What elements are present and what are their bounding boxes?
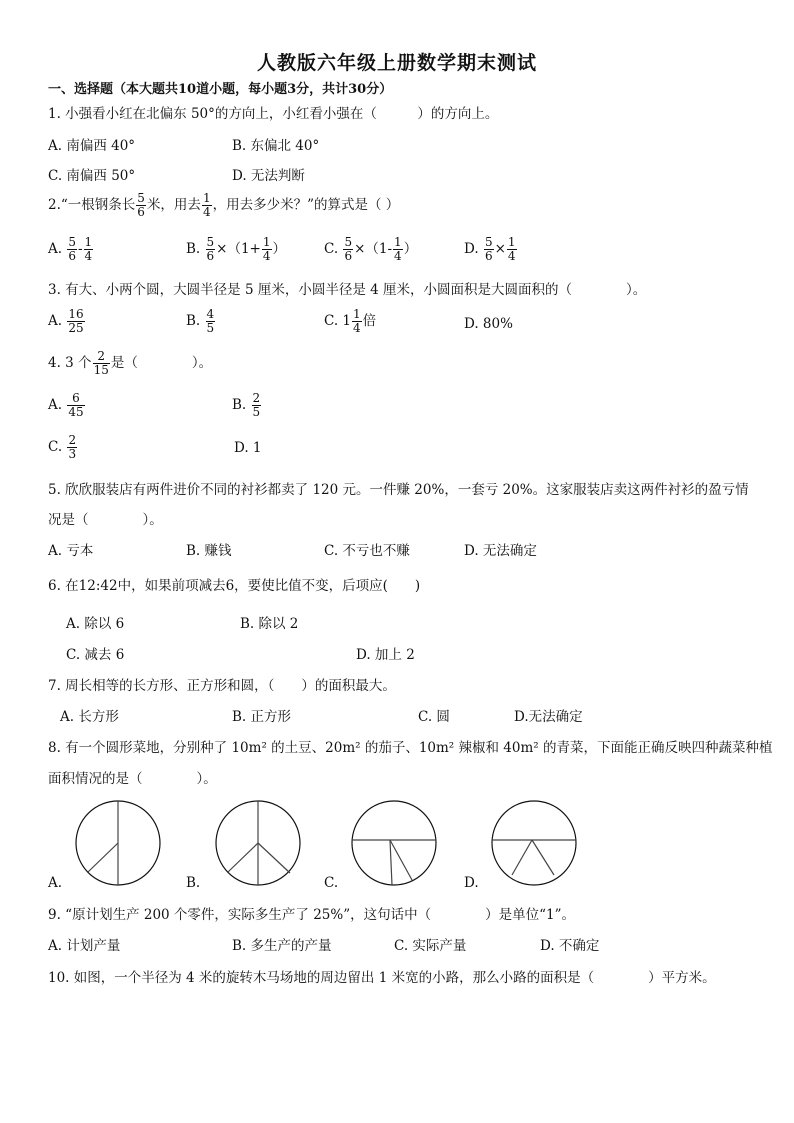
q2-option-b: B. $\frac{5}{6}$ ×（1+ $\frac{1}{4}$ ） bbox=[186, 235, 287, 263]
q3-option-d: D. 80% bbox=[464, 316, 513, 332]
q5-stem-line2: 况是（ ）。 bbox=[48, 512, 163, 528]
q7-option-b: B. 正方形 bbox=[232, 709, 292, 725]
fraction: $\frac{5}{6}$ bbox=[137, 191, 145, 219]
q5-stem-line1: 5. 欣欣服装店有两件进价不同的衬衫都卖了 120 元。一件赚 20%，一套亏 20%。这家服装店卖这两件衬衫的盈亏情 bbox=[48, 482, 749, 498]
q6-option-d: D. 加上 2 bbox=[356, 647, 415, 663]
q2-stem-mid: 米，用去 bbox=[146, 197, 201, 213]
q4-option-c: C. $\frac{2}{3}$ bbox=[48, 433, 77, 461]
q9-option-d: D. 不确定 bbox=[540, 938, 600, 954]
section-heading: 一、选择题（本大题共10道小题，每小题3分，共计30分） bbox=[48, 82, 393, 97]
q9-option-b: B. 多生产的产量 bbox=[232, 938, 332, 954]
q9-option-a: A. 计划产量 bbox=[48, 938, 121, 954]
q7-option-c: C. 圆 bbox=[418, 709, 450, 725]
q3-stem: 3. 有大、小两个圆，大圆半径是 5 厘米，小圆半径是 4 厘米，小圆面积是大圆面积的（ ）。 bbox=[48, 282, 647, 298]
q2-option-c: C. $\frac{5}{6}$ ×（1- $\frac{1}{4}$ ） bbox=[324, 235, 418, 263]
q8-option-b: B. bbox=[186, 875, 201, 891]
q4-stem: 4. 3 个 $\frac{2}{15}$ 是（ ）。 bbox=[48, 349, 213, 377]
q6-option-a: A. 除以 6 bbox=[66, 616, 125, 632]
pie-diagram-a bbox=[70, 800, 168, 888]
q4-option-d: D. 1 bbox=[234, 440, 262, 456]
q4-option-a: A. $\frac{6}{45}$ bbox=[48, 391, 84, 419]
q2-option-d: D. $\frac{5}{6}$ × $\frac{1}{4}$ bbox=[464, 235, 516, 263]
q1-option-d: D. 无法判断 bbox=[232, 168, 305, 184]
q1-option-b: B. 东偏北 40° bbox=[232, 138, 320, 154]
pie-diagram-d bbox=[486, 800, 584, 888]
page-title: 人教版六年级上册数学期末测试 bbox=[256, 52, 537, 74]
q9-option-c: C. 实际产量 bbox=[394, 938, 467, 954]
q1-option-c: C. 南偏西 50° bbox=[48, 168, 136, 184]
q10-stem: 10. 如图，一个半径为 4 米的旋转木马场地的周边留出 1 米宽的小路，那么小路的面积是（ ）平方米。 bbox=[48, 970, 716, 986]
q5-option-a: A. 亏本 bbox=[48, 543, 94, 559]
q8-option-d: D. bbox=[464, 875, 479, 891]
q2-stem bbox=[48, 192, 399, 219]
pie-diagram-c bbox=[346, 800, 444, 888]
q6-stem: 6. 在12:42中，如果前项减去6，要使比值不变，后项应( ) bbox=[48, 578, 421, 594]
q5-option-b: B. 赚钱 bbox=[186, 543, 232, 559]
q8-option-a: A. bbox=[48, 875, 63, 891]
q8-stem-line1: 8. 有一个圆形菜地，分别种了 10m² 的土豆、20m² 的茄子、10m² 辣椒和 40m² 的青菜，下面能正确反映四种蔬菜种植 bbox=[48, 740, 773, 756]
q7-stem: 7. 周长相等的长方形、正方形和圆，（ ）的面积最大。 bbox=[48, 678, 396, 694]
pie-diagram-b bbox=[210, 800, 308, 888]
fraction: $\frac{1}{4}$ bbox=[202, 191, 211, 219]
q2-stem-post: ，用去多少米？”的算式是（ ） bbox=[212, 197, 400, 213]
q3-option-b: B. $\frac{4}{5}$ bbox=[186, 307, 215, 335]
q6-option-b: B. 除以 2 bbox=[240, 616, 299, 632]
q7-option-a: A. 长方形 bbox=[60, 709, 119, 725]
q1-option-a: A. 南偏西 40° bbox=[48, 138, 136, 154]
q6-option-c: C. 减去 6 bbox=[66, 647, 125, 663]
q5-option-c: C. 不亏也不赚 bbox=[324, 543, 410, 559]
q3-option-c: C. 1 $\frac{1}{4}$ 倍 bbox=[324, 307, 377, 335]
q1-stem: 1. 小强看小红在北偏东 50°的方向上，小红看小强在（ ）的方向上。 bbox=[48, 106, 499, 122]
q7-option-d: D.无法确定 bbox=[514, 709, 583, 725]
q8-option-c: C. bbox=[324, 875, 339, 891]
q9-stem: 9. “原计划生产 200 个零件，实际多生产了 25%”，这句话中（ ）是单位“1”。 bbox=[48, 907, 576, 923]
q5-option-d: D. 无法确定 bbox=[464, 543, 537, 559]
q2-stem-pre: 2.“一根钢条长 bbox=[48, 197, 136, 213]
q8-stem-line2: 面积情况的是（ ）。 bbox=[48, 771, 217, 787]
q4-option-b: B. $\frac{2}{5}$ bbox=[232, 391, 261, 419]
q3-option-a: A. $\frac{16}{25}$ bbox=[48, 307, 84, 335]
q2-option-a: A. $\frac{5}{6}$ - $\frac{1}{4}$ bbox=[48, 235, 93, 263]
